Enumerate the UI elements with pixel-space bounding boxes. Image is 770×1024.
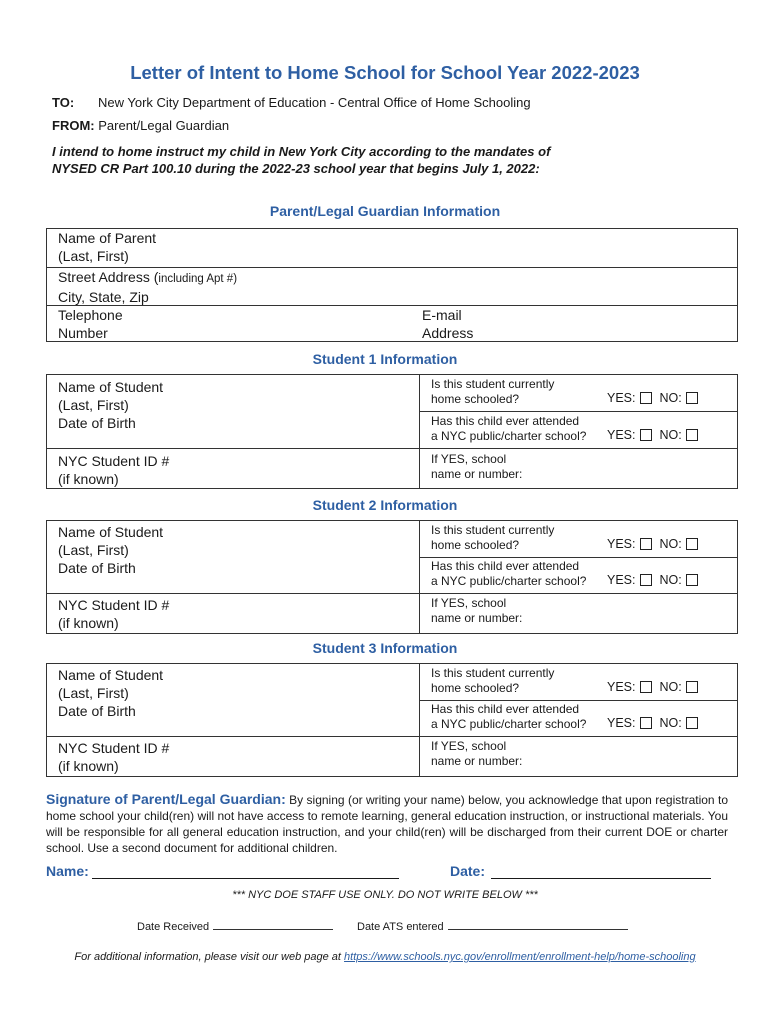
name-underline[interactable] [92,865,399,879]
intent-line-1: I intend to home instruct my child in New York City according to the mandates of [52,144,551,159]
attended-nyc-options: YES: NO: [607,428,706,442]
attended-no-checkbox[interactable] [686,717,698,729]
guardian-info-table [46,228,738,342]
guardian-section-heading: Parent/Legal Guardian Information [269,203,501,219]
attended-yes-checkbox[interactable] [640,574,652,586]
signature-label: Signature of Parent/Legal Guardian: [46,791,286,807]
intent-line-2: NYSED CR Part 100.10 during the 2022-23 school year that begins July 1, 2022: [52,161,540,176]
column-divider [419,375,420,488]
footer-note: For additional information, please visit our web page at https://www.schools.nyc.gov/enrollment/enrollment-help/home-schooling [74,951,696,963]
attended-nyc-options: YES: NO: [607,573,706,587]
home-schooled-options: YES: NO: [607,391,706,405]
home-schooled-yes-checkbox[interactable] [640,392,652,404]
student-1-table [46,374,738,489]
parent-name-row[interactable] [47,229,737,267]
name-field[interactable]: Name: [46,863,399,879]
home-schooled-options: YES: NO: [607,680,706,694]
home-schooling-link[interactable]: https://www.schools.nyc.gov/enrollment/enrollment-help/home-schooling [344,951,696,963]
telephone-label: Telephone Number [58,307,123,341]
date-ats-field: Date ATS entered [357,921,628,933]
column-divider [419,664,420,776]
attended-nyc-question: Has this child ever attended a NYC public/charter school? [431,414,587,443]
address-label: Street Address (including Apt #) City, State, Zip [58,269,238,305]
email-label: E-mail Address [422,307,474,341]
student-name-label: Name of Student (Last, First) Date of Birth [58,524,164,576]
student-name-label: Name of Student (Last, First) Date of Birth [58,667,164,719]
student-2-heading: Student 2 Information [312,497,458,513]
from-value: Parent/Legal Guardian [98,118,230,133]
attended-no-checkbox[interactable] [686,574,698,586]
attended-nyc-options: YES: NO: [607,716,706,730]
from-line [52,118,229,133]
student-2-table [46,520,738,634]
student-id-label: NYC Student ID # (if known) [58,597,170,631]
school-name-prompt: If YES, school name or number: [431,739,523,768]
to-value: New York City Department of Education - Central Office of Home Schooling [98,95,531,110]
from-label: FROM: [52,118,95,133]
student-3-table [46,663,738,777]
address-row[interactable] [47,267,737,305]
to-label: TO: [52,95,75,110]
student-3-heading: Student 3 Information [312,640,458,656]
attended-yes-checkbox[interactable] [640,717,652,729]
parent-name-label: Name of Parent (Last, First) [58,230,157,264]
attended-yes-checkbox[interactable] [640,429,652,441]
home-schooled-no-checkbox[interactable] [686,681,698,693]
home-schooled-options: YES: NO: [607,537,706,551]
student-id-label: NYC Student ID # (if known) [58,453,170,487]
home-schooled-yes-checkbox[interactable] [640,681,652,693]
date-received-field: Date Received [137,921,333,933]
intent-statement [52,143,692,177]
page-title: Letter of Intent to Home School for School Year 2022-2023 [130,62,640,83]
student-name-label: Name of Student (Last, First) Date of Birth [58,379,164,431]
staff-use-notice: *** NYC DOE STAFF USE ONLY. DO NOT WRITE BELOW *** [232,889,538,901]
home-schooled-question: Is this student currently home schooled? [431,377,555,406]
home-schooled-no-checkbox[interactable] [686,392,698,404]
to-line [52,95,531,110]
school-name-prompt: If YES, school name or number: [431,596,523,625]
contact-row [47,305,737,343]
school-name-prompt: If YES, school name or number: [431,452,523,481]
signature-acknowledgement [46,791,728,856]
column-divider [419,521,420,633]
date-underline[interactable] [491,865,711,879]
home-schooled-no-checkbox[interactable] [686,538,698,550]
attended-no-checkbox[interactable] [686,429,698,441]
home-schooled-question: Is this student currently home schooled? [431,666,555,695]
home-schooled-yes-checkbox[interactable] [640,538,652,550]
attended-nyc-question: Has this child ever attended a NYC public/charter school? [431,559,587,588]
student-id-label: NYC Student ID # (if known) [58,740,170,774]
attended-nyc-question: Has this child ever attended a NYC public/charter school? [431,702,587,731]
date-field[interactable]: Date: [450,863,711,879]
signature-text: By signing (or writing your name) below, you acknowledge that upon registration to home school your child(ren) will not have access to remote learning, general education instruction, or instructional materials. You will be responsible for all general education instruction, and your child(ren) will be discharged from their current DOE or charter school. Use a second document for additional children. [46,793,728,855]
home-schooled-question: Is this student currently home schooled? [431,523,555,552]
student-1-heading: Student 1 Information [312,351,458,367]
